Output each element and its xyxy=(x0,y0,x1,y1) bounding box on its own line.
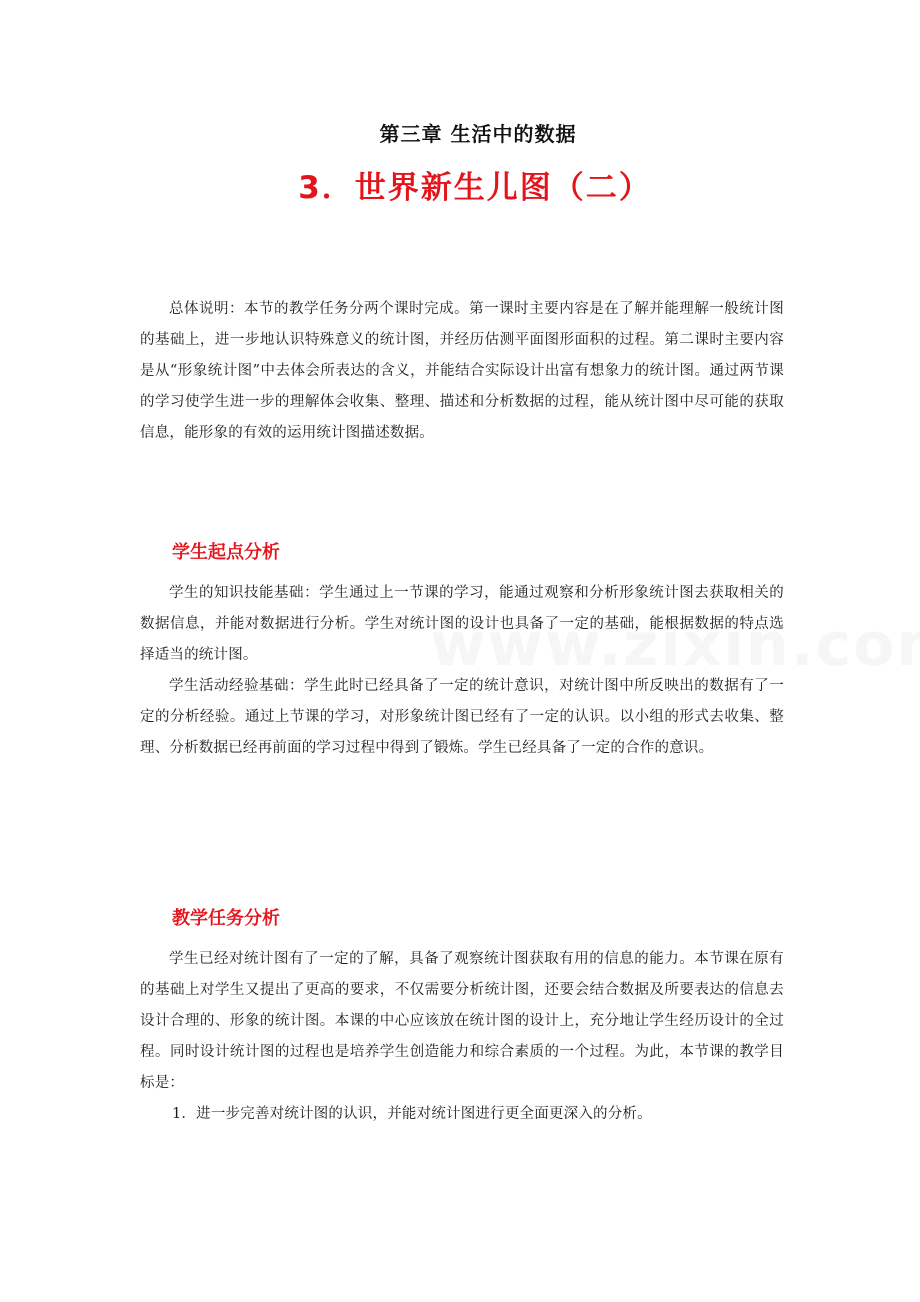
lesson-title: 3．世界新生儿图（二） xyxy=(298,170,652,206)
section-heading-student-analysis: 学生起点分析 xyxy=(172,542,280,563)
task-analysis-paragraph: 学生已经对统计图有了一定的了解，具备了观察统计图获取有用的信息的能力。本节课在原有的基础上对学生又提出了更高的要求，不仅需要分析统计图，还要会结合数据及所要表达的信息去设计合理的、形象的统计图。本课的中心应该放在统计图的设计上，充分地让学生经历设计的全过程。同时设计统计图的过程也是培养学生创造能力和综合素质的一个过程。为此，本节课的教学目标是： xyxy=(140,951,784,1091)
chapter-title: 第三章 生活中的数据 xyxy=(379,122,577,146)
overview-paragraph: 总体说明：本节的教学任务分两个课时完成。第一课时主要内容是在了解并能理解一般统计图的基础上，进一步地认识特殊意义的统计图，并经历估测平面图形面积的过程。第二课时主要内容是从“形象统计图”中去体会所表达的含义，并能结合实际设计出富有想象力的统计图。通过两节课的学习使学生进一步的理解体会收集、整理、描述和分析数据的过程，能从统计图中尽可能的获取信息，能形象的有效的运用统计图描述数据。 xyxy=(140,301,784,441)
section-task-analysis xyxy=(140,904,784,930)
section-student-analysis xyxy=(140,538,784,564)
section-heading-task-analysis: 教学任务分析 xyxy=(172,908,280,929)
activity-experience-paragraph: 学生活动经验基础：学生此时已经具备了一定的统计意识，对统计图中所反映出的数据有了一定的分析经验。通过上节课的学习，对形象统计图已经有了一定的认识。以小组的形式去收集、整理、分析数据已经再前面的学习过程中得到了锻炼。学生已经具备了一定的合作的意识。 xyxy=(140,678,784,756)
objective-item-1: 1．进一步完善对统计图的认识，并能对统计图进行更全面更深入的分析。 xyxy=(172,1106,652,1122)
knowledge-foundation-paragraph: 学生的知识技能基础：学生通过上一节课的学习，能通过观察和分析形象统计图去获取相关的数据信息，并能对数据进行分析。学生对统计图的设计也具备了一定的基础，能根据数据的特点选择适当的统计图。 xyxy=(140,585,784,663)
task-analysis-body xyxy=(140,944,784,1130)
student-analysis-body xyxy=(140,578,784,764)
overview-block xyxy=(140,294,784,449)
